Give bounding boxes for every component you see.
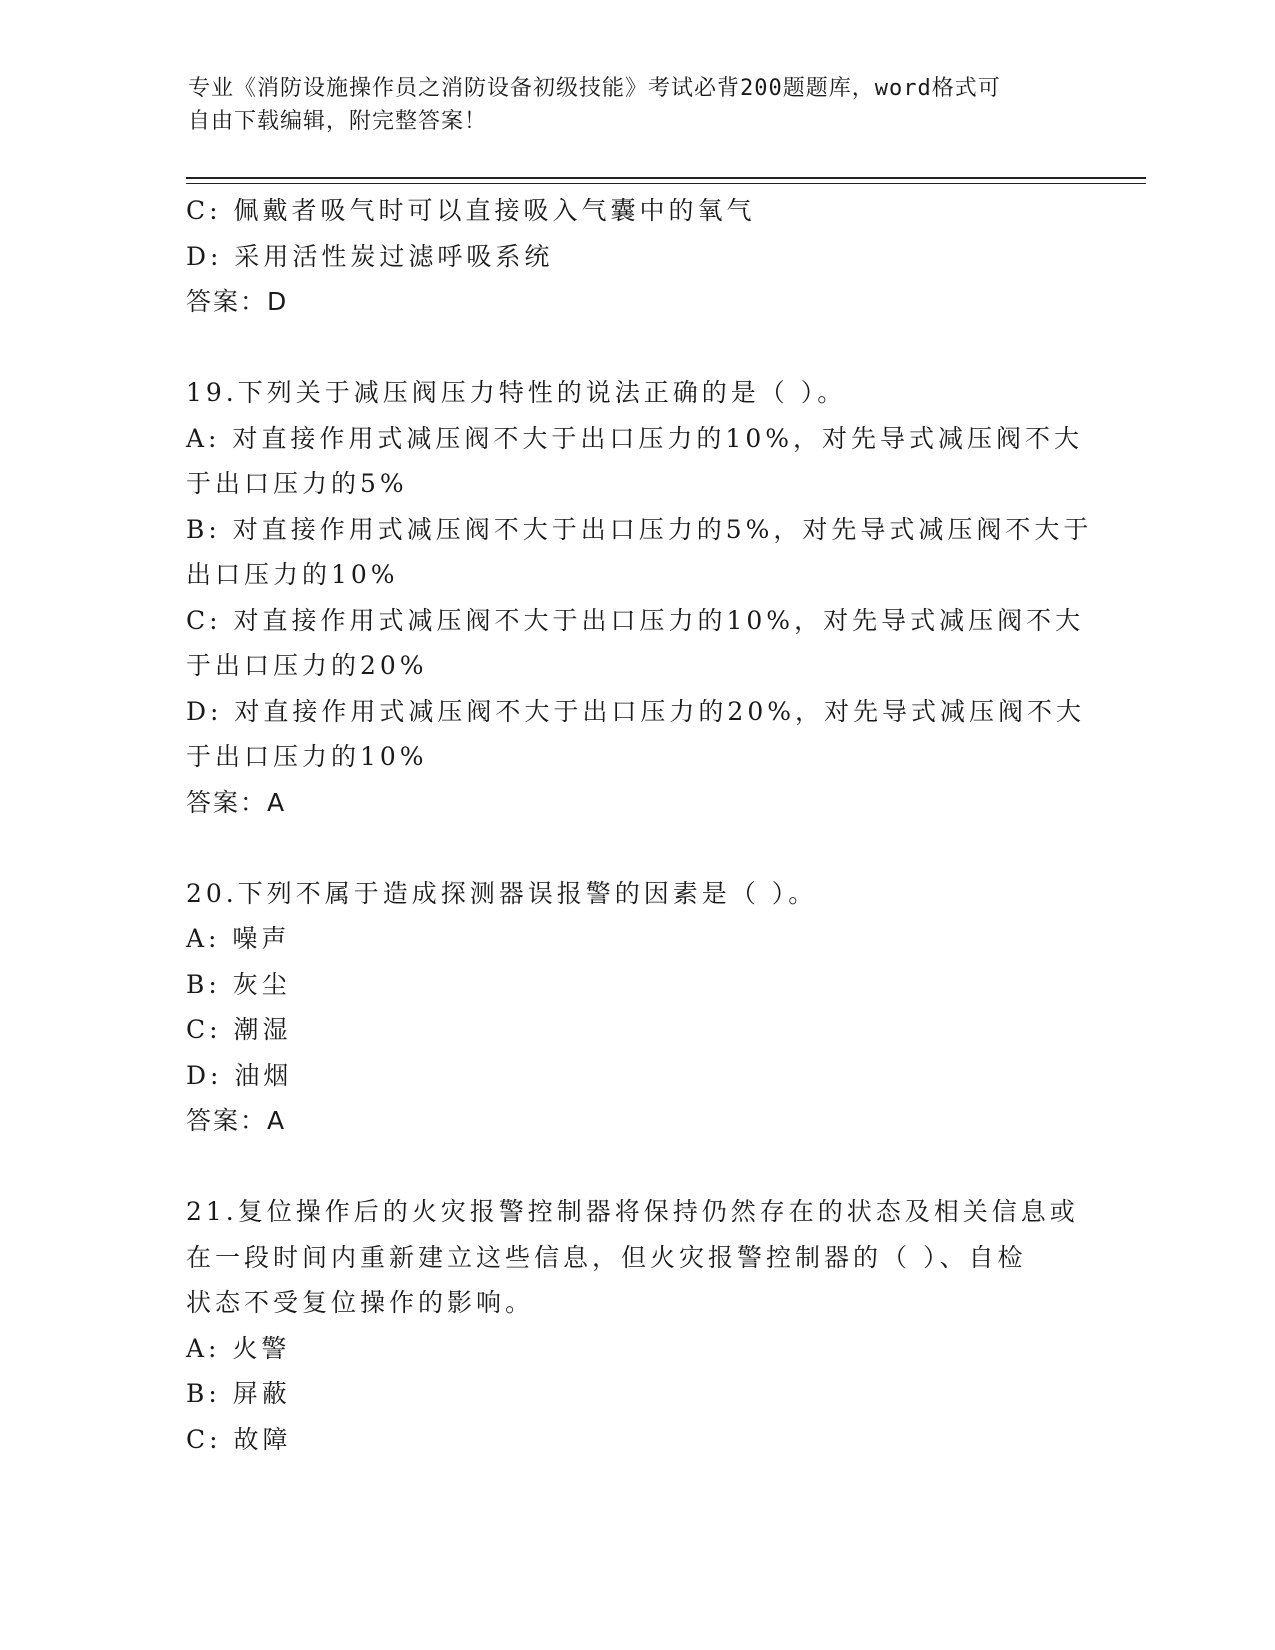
answer: 答案：A [186,787,287,817]
header-line-2: 自由下载编辑，附完整答案！ [188,109,488,134]
option-d-continued: 于出口压力的10% [186,742,428,771]
header-line-1: 专业《消防设施操作员之消防设备初级技能》考试必背200题题库，word格式可 [188,76,1001,101]
document-header [188,72,1088,138]
option-b: B: 对直接作用式减压阀不大于出口压力的5%，对先导式减压阀不大于 [186,514,1093,544]
spacer [186,325,1086,371]
question-stem: 21.复位操作后的火灾报警控制器将保持仍然存在的状态及相关信息或 [186,1197,1079,1226]
option-b: B: 屏蔽 [186,1379,291,1408]
option-c-continued: 于出口压力的20% [186,651,428,680]
question-20 [186,871,1086,1144]
option-b: B: 灰尘 [186,969,291,999]
option-c: C: 佩戴者吸气时可以直接吸入气囊中的氧气 [186,196,756,225]
answer: 答案：A [186,1106,287,1135]
option-c: C: 故障 [186,1424,292,1454]
option-c: C: 潮湿 [186,1015,292,1044]
question-stem-continued: 在一段时间内重新建立这些信息，但火灾报警控制器的（ ）、自检 [186,1242,1027,1272]
option-b-continued: 出口压力的10% [186,560,399,589]
question-stem: 19.下列关于减压阀压力特性的说法正确的是（ ）。 [186,378,847,407]
option-d: D: 油烟 [186,1060,293,1090]
header-divider-thick [186,177,1146,179]
option-a-continued: 于出口压力的5% [186,469,408,498]
option-d: D: 对直接作用式减压阀不大于出口压力的20%，对先导式减压阀不大 [186,696,1085,726]
spacer [186,825,1086,871]
option-a: A: 火警 [186,1333,291,1363]
option-d: D: 采用活性炭过滤呼吸系统 [186,241,554,271]
header-divider-thin [186,183,1146,184]
option-c: C: 对直接作用式减压阀不大于出口压力的10%，对先导式减压阀不大 [186,605,1085,635]
question-21 [186,1189,1086,1462]
document-body [186,188,1093,1462]
option-a: A: 噪声 [186,924,291,953]
question-stem-continued: 状态不受复位操作的影响。 [186,1288,535,1317]
question-19 [186,370,1093,825]
option-a: A: 对直接作用式减压阀不大于出口压力的10%，对先导式减压阀不大 [186,423,1083,453]
answer: 答案：D [186,287,289,316]
question-18-tail [186,188,1086,325]
question-stem: 20.下列不属于造成探测器误报警的因素是（ ）。 [186,878,818,908]
spacer [186,1144,1086,1190]
